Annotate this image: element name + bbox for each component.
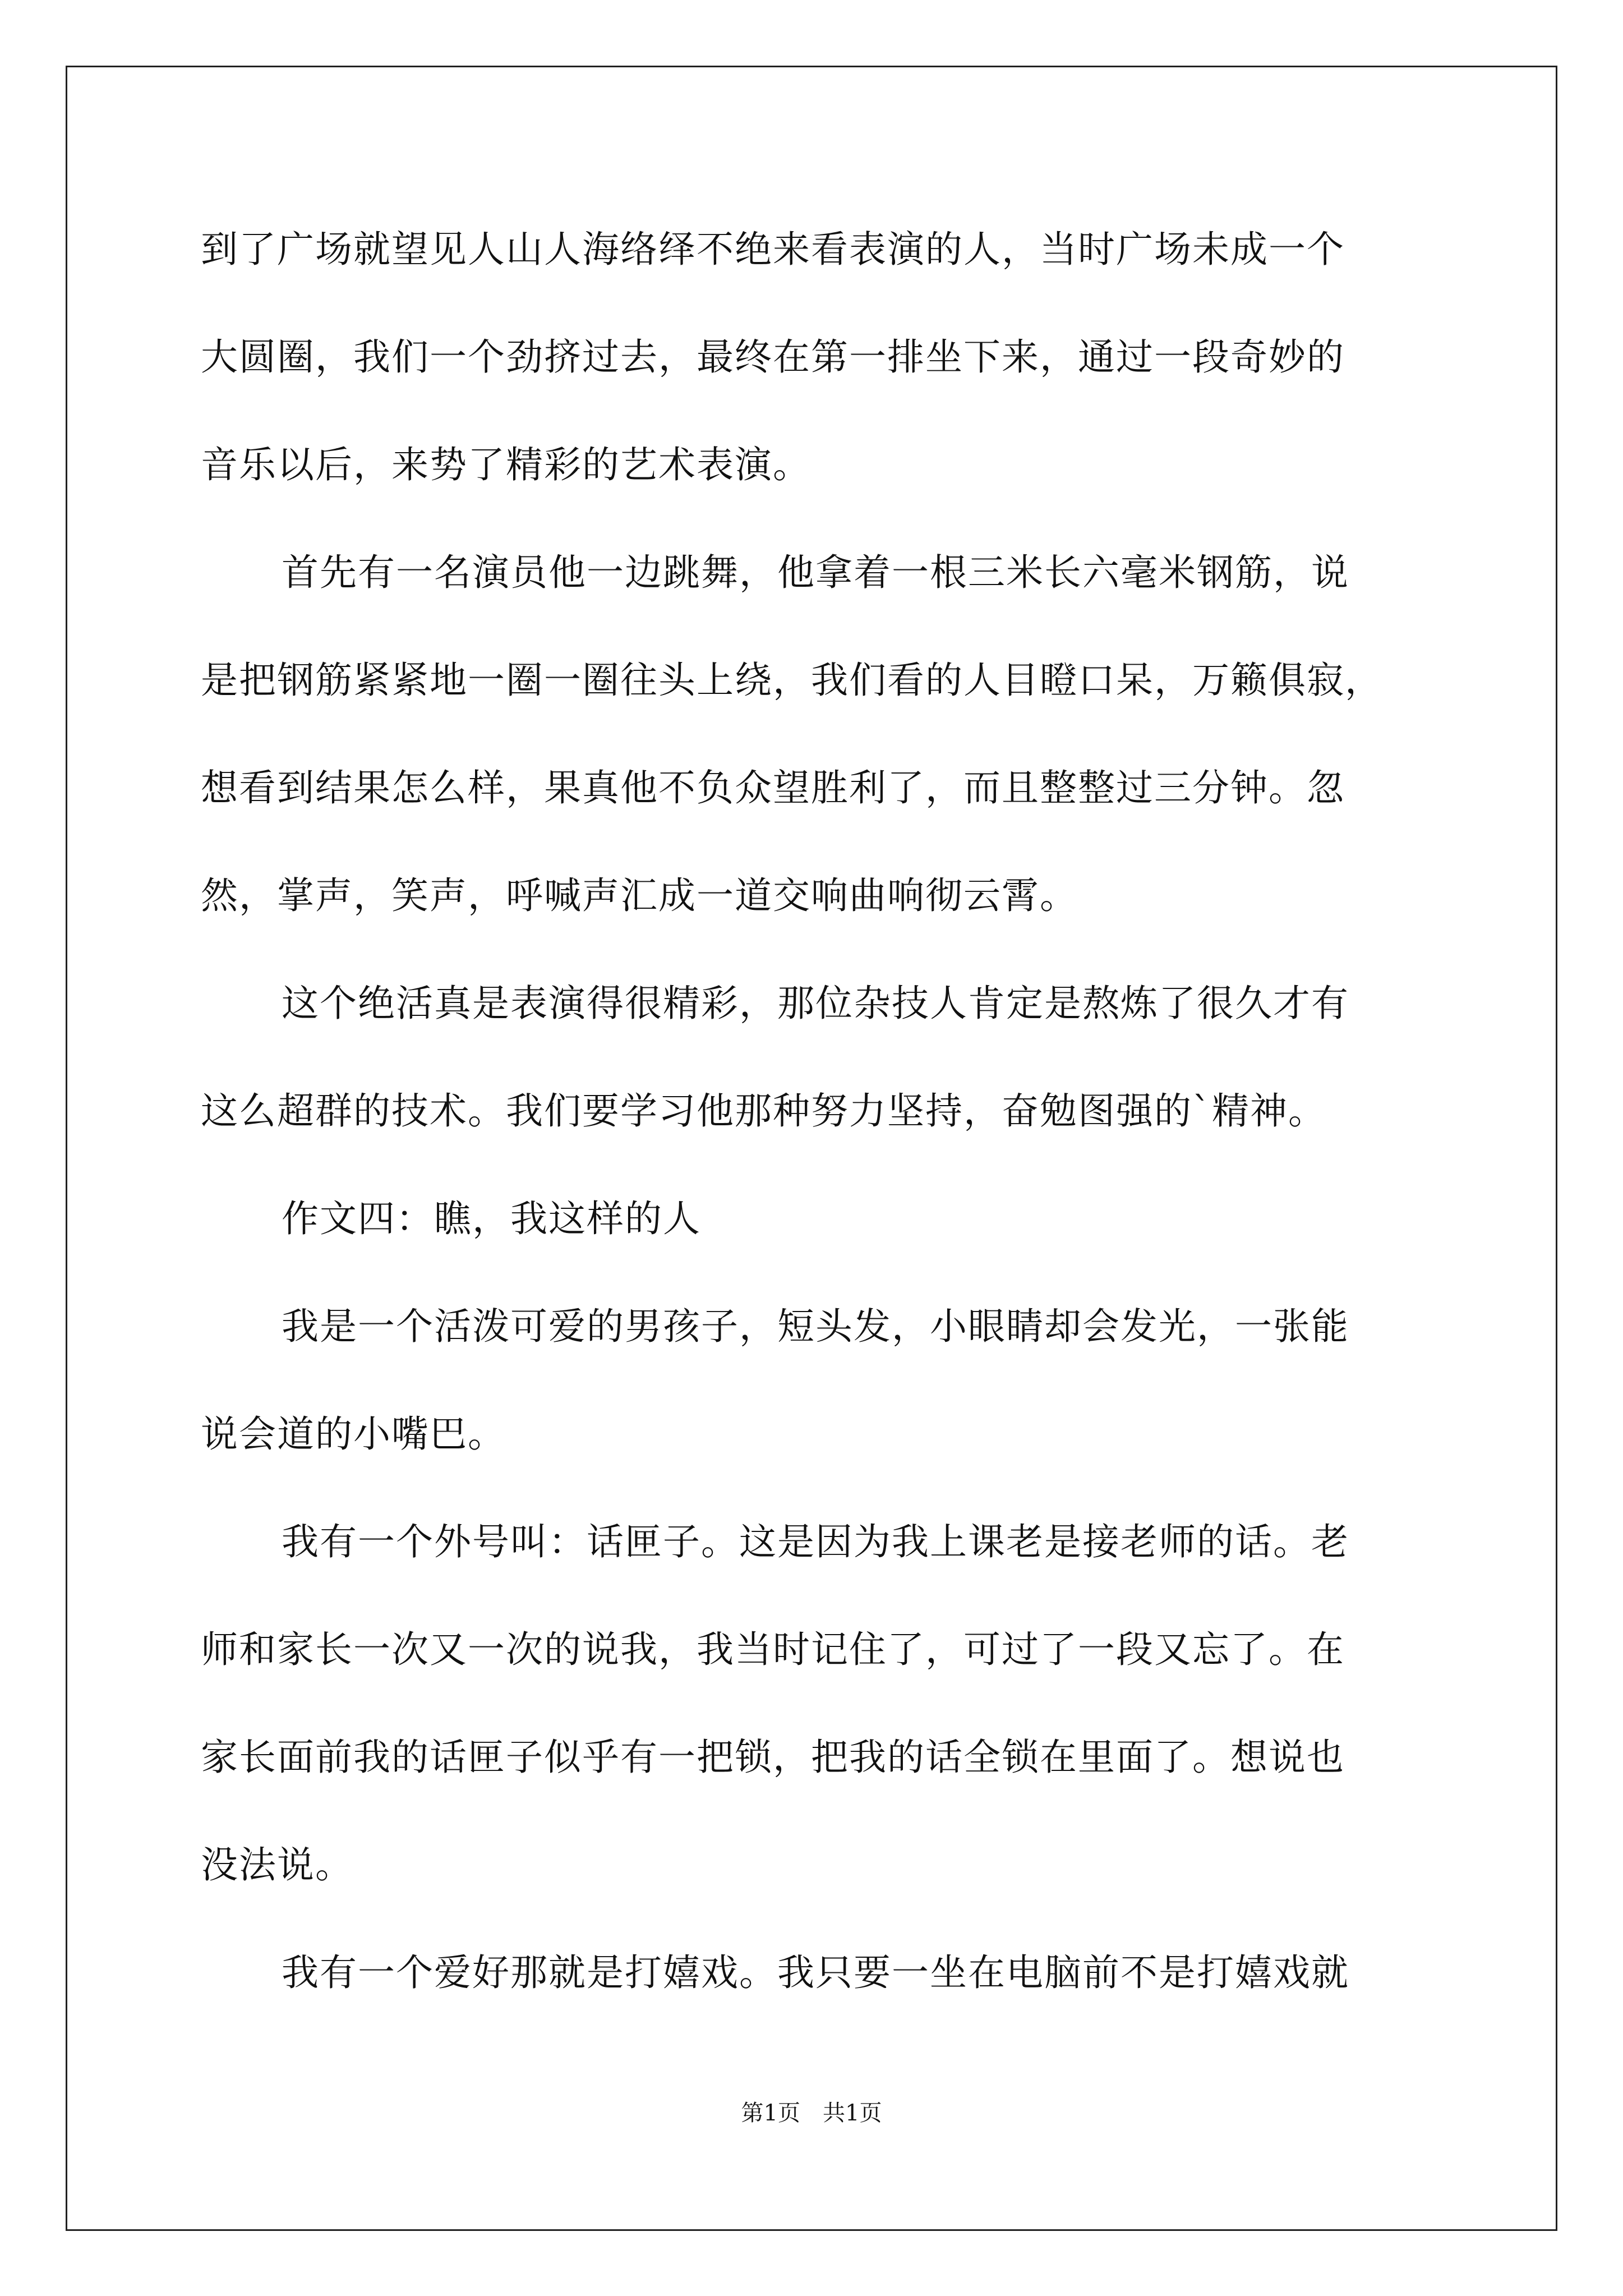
text-line: 没法说。 [201,1843,353,1887]
text-line: 是把钢筋紧紧地一圈一圈往头上绕，我们看的人目瞪口呆，万籁俱寂， [201,659,1383,702]
text-line: 我是一个活泼可爱的男孩子，短头发，小眼睛却会发光，一张能 [282,1305,1349,1348]
text-line: 我有一个爱好那就是打嬉戏。我只要一坐在电脑前不是打嬉戏就 [282,1951,1349,1994]
text-line: 说会道的小嘴巴。 [201,1412,506,1456]
text-line: 师和家长一次又一次的说我，我当时记住了，可过了一段又忘了。在 [201,1628,1345,1671]
page-number-footer: 第1页 共1页 [741,2100,882,2126]
text-line: 首先有一名演员他一边跳舞，他拿着一根三米长六毫米钢筋，说 [282,551,1349,594]
page-border [66,66,1557,2231]
text-line: 这个绝活真是表演得很精彩，那位杂技人肯定是熬炼了很久才有 [282,982,1349,1025]
text-line: 想看到结果怎么样，果真他不负众望胜利了，而且整整过三分钟。忽 [201,766,1345,809]
text-line: 大圆圈，我们一个劲挤过去，最终在第一排坐下来，通过一段奇妙的 [201,335,1345,379]
text-line: 我有一个外号叫：话匣子。这是因为我上课老是接老师的话。老 [282,1520,1349,1563]
text-line: 这么超群的技术。我们要学习他那种努力坚持，奋勉图强的`精神。 [201,1089,1326,1133]
text-line: 音乐以后，来势了精彩的艺术表演。 [201,443,811,486]
text-line: 到了广场就望见人山人海络绎不绝来看表演的人，当时广场未成一个 [201,228,1345,271]
text-line: 家长面前我的话匣子似乎有一把锁，把我的话全锁在里面了。想说也 [201,1736,1345,1779]
text-line: 然，掌声，笑声，呼喊声汇成一道交响曲响彻云霄。 [201,874,1078,917]
section-heading: 作文四：瞧，我这样的人 [282,1197,701,1240]
